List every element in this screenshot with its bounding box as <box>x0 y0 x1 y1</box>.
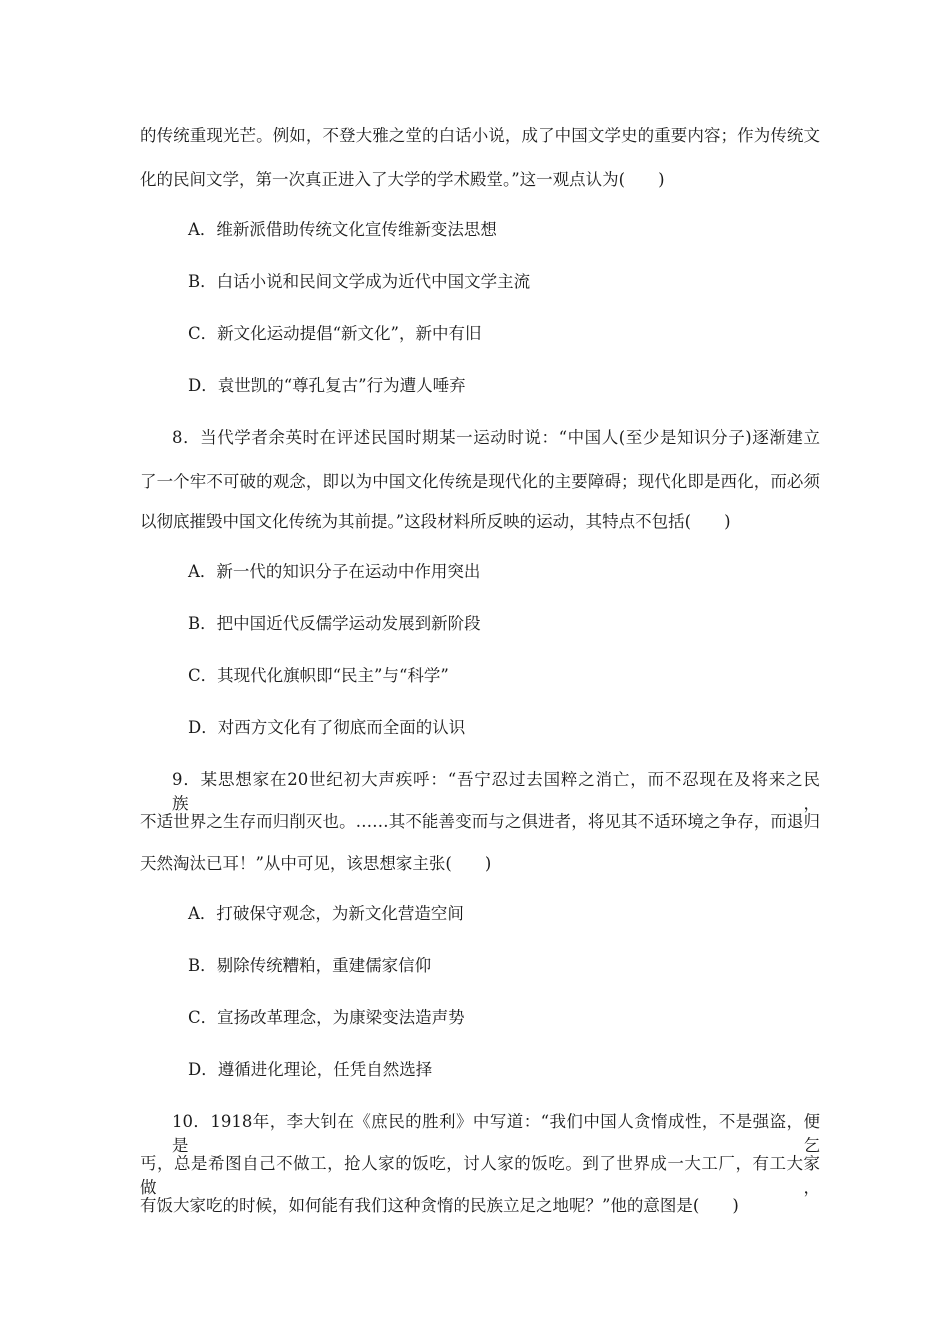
q9-option-c: C．宣扬改革理念，为康梁变法造声势 <box>188 1008 465 1027</box>
q7-text-line-1: 的传统重现光芒。例如，不登大雅之堂的白话小说，成了中国文学史的重要内容；作为传统文 <box>140 126 820 145</box>
q8-text-line-1: 8．当代学者余英时在评述民国时期某一运动时说：“中国人(至少是知识分子)逐渐建立 <box>172 428 820 447</box>
q7-text-line-2: 化的民间文学，第一次真正进入了大学的学术殿堂。”这一观点认为( ) <box>140 170 665 189</box>
q8-option-c: C．其现代化旗帜即“民主”与“科学” <box>188 666 449 685</box>
q9-text-line-2: 不适世界之生存而归削灭也。……其不能善变而与之俱进者，将见其不适环境之争存，而退归 <box>140 812 820 831</box>
q9-option-b: B．剔除传统糟粕，重建儒家信仰 <box>188 956 432 975</box>
q10-text-line-1: 10．1918年，李大钊在《庶民的胜利》中写道：“我们中国人贪惰成性，不是强盗，便是乞 <box>172 1112 820 1155</box>
q8-option-a: A．新一代的知识分子在运动中作用突出 <box>188 562 481 581</box>
q9-text-line-1: 9．某思想家在20世纪初大声疾呼：“吾宁忍过去国粹之消亡，而不忍现在及将来之民族， <box>172 770 820 813</box>
q10-text-line-2: 丐，总是希图自己不做工，抢人家的饭吃，讨人家的饭吃。到了世界成一大工厂，有工大家做， <box>140 1154 820 1197</box>
q9-option-a: A．打破保守观念，为新文化营造空间 <box>188 904 464 923</box>
q8-text-line-2: 了一个牢不可破的观念，即以为中国文化传统是现代化的主要障碍；现代化即是西化，而必须 <box>140 472 820 491</box>
q7-option-c: C．新文化运动提倡“新文化”，新中有旧 <box>188 324 482 343</box>
q7-option-d: D．袁世凯的“尊孔复古”行为遭人唾弃 <box>188 376 466 395</box>
q8-option-d: D．对西方文化有了彻底而全面的认识 <box>188 718 466 737</box>
q9-option-d: D．遵循进化理论，任凭自然选择 <box>188 1060 433 1079</box>
q8-option-b: B．把中国近代反儒学运动发展到新阶段 <box>188 614 481 633</box>
q9-text-line-3: 天然淘汰已耳！”从中可见，该思想家主张( ) <box>140 854 492 873</box>
q7-option-a: A．维新派借助传统文化宣传维新变法思想 <box>188 220 497 239</box>
q10-text-line-3: 有饭大家吃的时候，如何能有我们这种贪惰的民族立足之地呢？”他的意图是( ) <box>140 1196 739 1215</box>
q8-text-line-3: 以彻底摧毁中国文化传统为其前提。”这段材料所反映的运动，其特点不包括( ) <box>140 512 731 531</box>
q7-option-b: B．白话小说和民间文学成为近代中国文学主流 <box>188 272 531 291</box>
